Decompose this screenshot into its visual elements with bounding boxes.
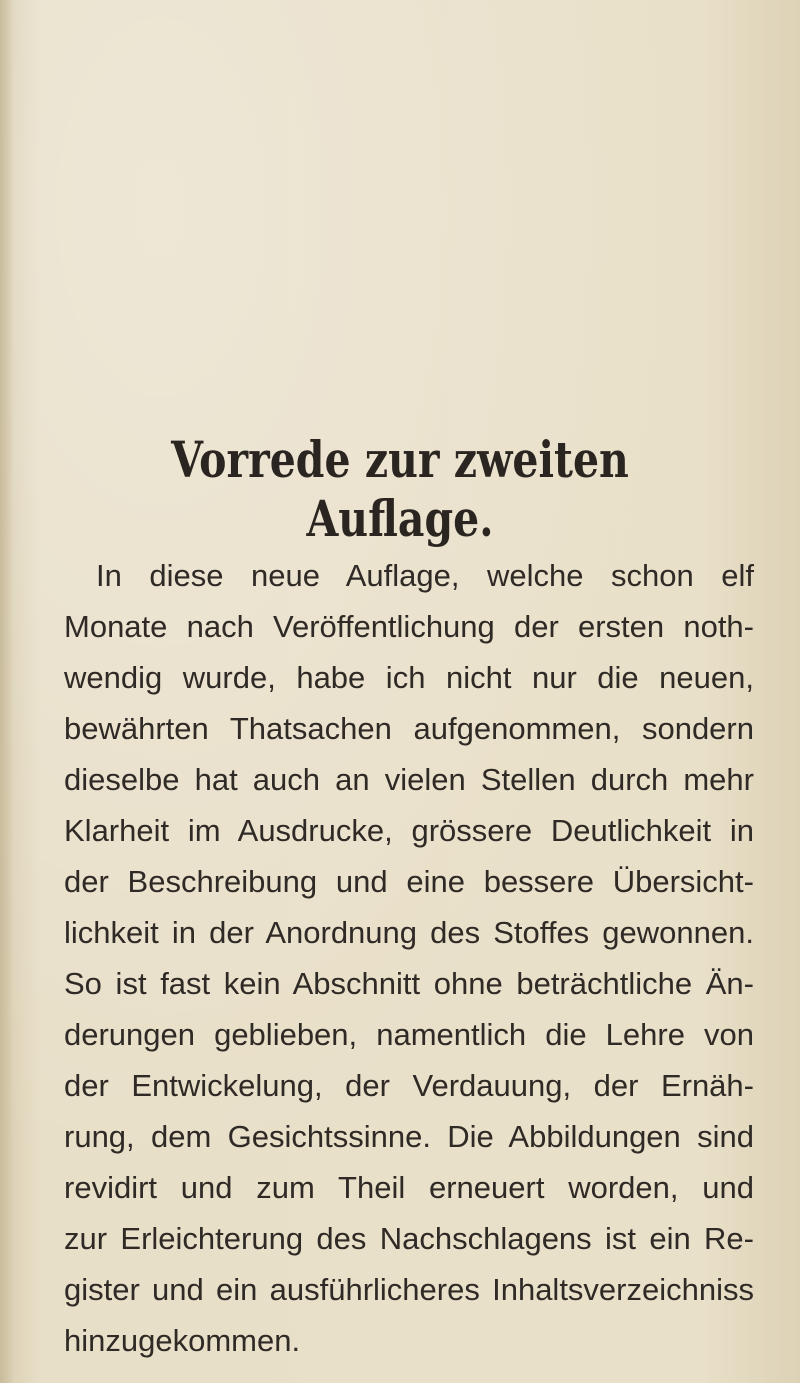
text-line: der Beschreibung und eine bessere Übersicht- bbox=[64, 864, 754, 899]
text-line: So ist fast kein Abschnitt ohne beträchtliche Än- bbox=[64, 966, 754, 1001]
text-line: bewährten Thatsachen aufgenommen, sondern bbox=[64, 711, 754, 746]
page-title: Vorrede zur zweiten Auflage. bbox=[171, 430, 629, 548]
text-line: wendig wurde, habe ich nicht nur die neuen, bbox=[64, 660, 754, 695]
preface-paragraph bbox=[64, 550, 754, 1366]
text-line: hinzugekommen. bbox=[64, 1323, 301, 1358]
text-line: gister und ein ausführlicheres Inhaltsverzeichniss bbox=[64, 1272, 754, 1307]
text-line: zur Erleichterung des Nachschlagens ist ein Re- bbox=[64, 1221, 754, 1256]
text-line: revidirt und zum Theil erneuert worden, und bbox=[64, 1170, 754, 1205]
text-line: rung, dem Gesichtssinne. Die Abbildungen sind bbox=[64, 1119, 754, 1154]
text-line: Klarheit im Ausdrucke, grössere Deutlichkeit in bbox=[64, 813, 754, 848]
text-line: Monate nach Veröffentlichung der ersten noth- bbox=[64, 609, 754, 644]
page-binding-edge bbox=[0, 0, 14, 1383]
text-line: In diese neue Auflage, welche schon elf bbox=[96, 558, 754, 593]
text-line: derungen geblieben, namentlich die Lehre von bbox=[64, 1017, 754, 1052]
text-line: dieselbe hat auch an vielen Stellen durch mehr bbox=[64, 762, 754, 797]
text-line: der Entwickelung, der Verdauung, der Ernäh- bbox=[64, 1068, 754, 1103]
text-line: lichkeit in der Anordnung des Stoffes gewonnen. bbox=[64, 915, 754, 950]
